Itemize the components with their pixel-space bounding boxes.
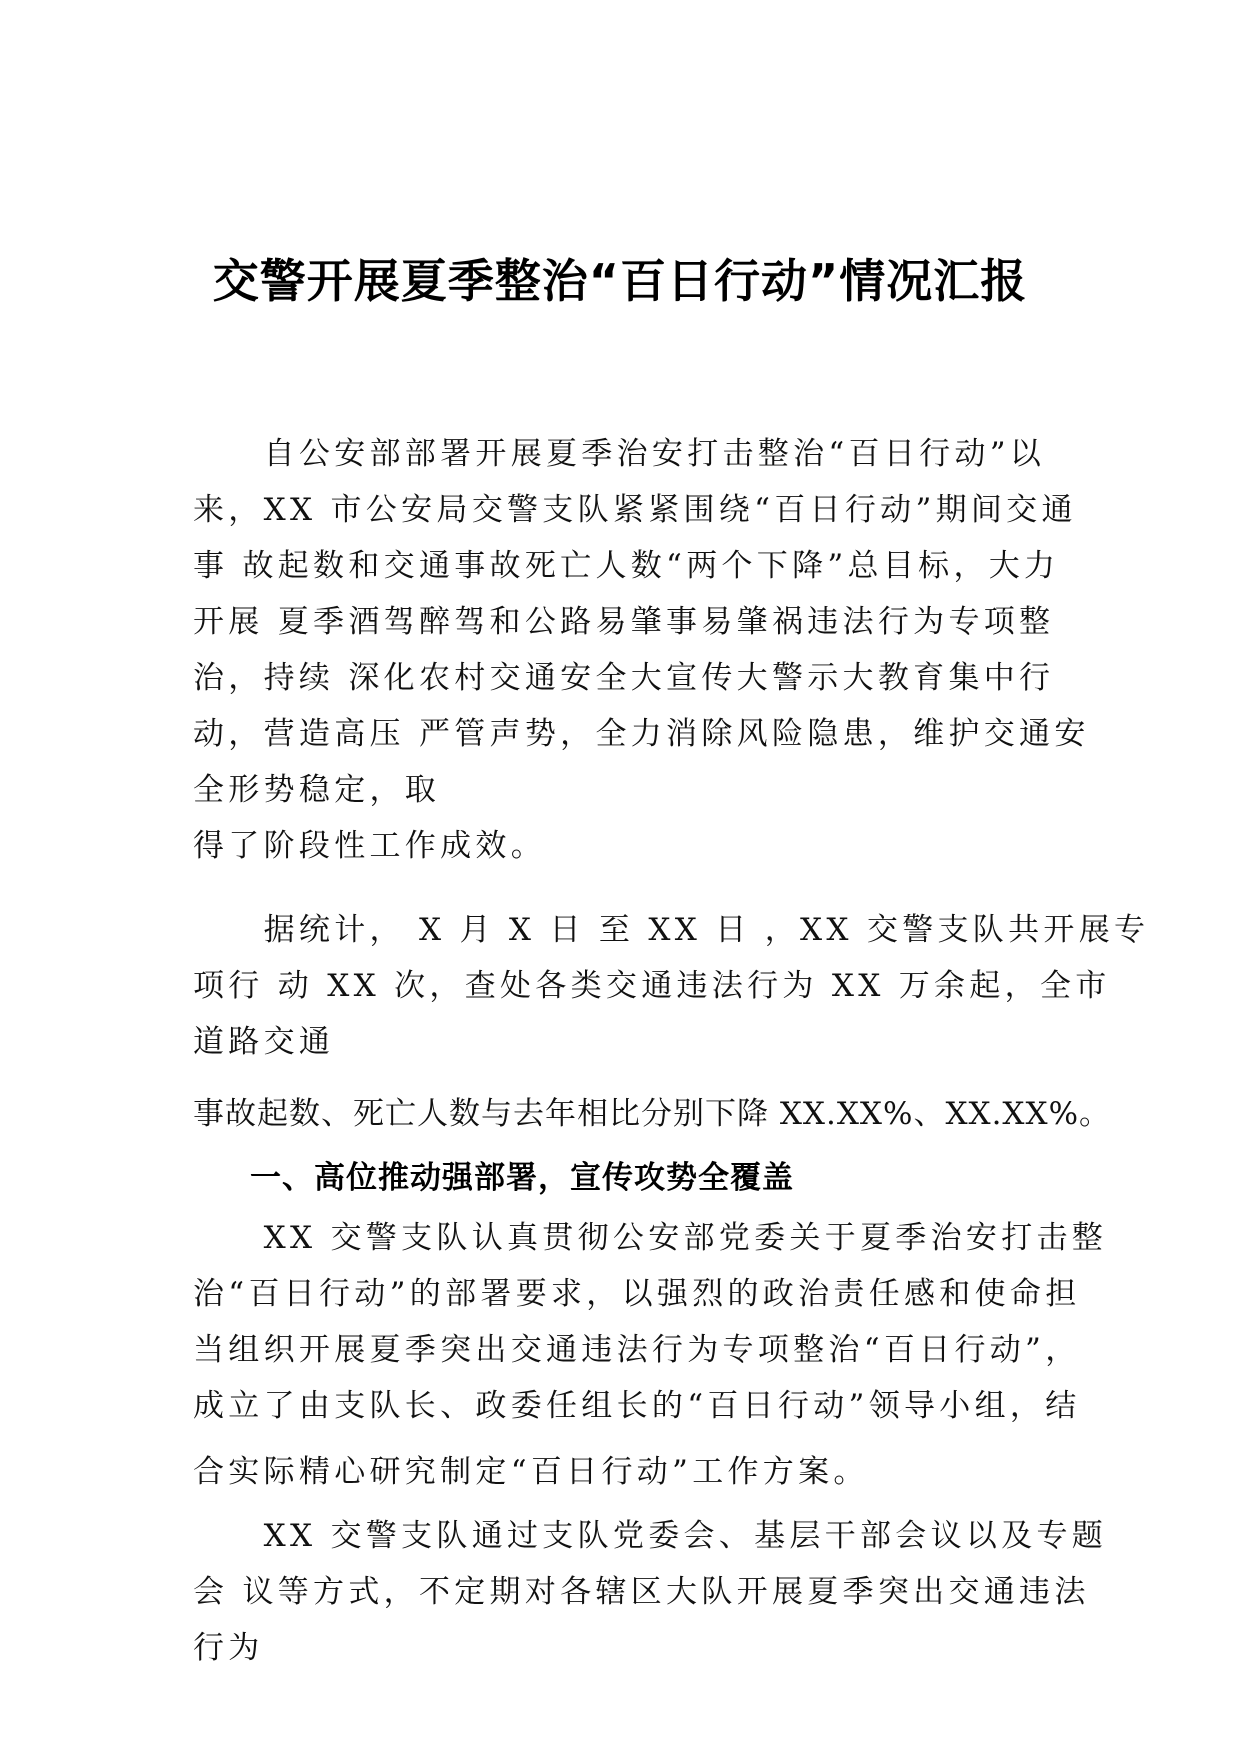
paragraph-line: 事 故起数和交通事故死亡人数“两个下降”总目标，大力 — [193, 548, 1060, 584]
paragraph-line: 会 议等方式，不定期对各辖区大队开展夏季突出交通违法 — [193, 1574, 1090, 1610]
document-title: 交警开展夏季整治“百日行动”情况汇报 — [212, 254, 1028, 308]
paragraph-line: 全形势稳定，取 — [193, 772, 441, 808]
paragraph-line: 成立了由支队长、政委任组长的“百日行动”领导小组，结 — [193, 1388, 1081, 1424]
paragraph-line: 来，XX 市公安局交警支队紧紧围绕“百日行动”期间交通 — [193, 492, 1077, 528]
paragraph-line: 合实际精心研究制定“百日行动”工作方案。 — [193, 1454, 869, 1490]
section-heading: 一、高位推动强部署，宣传攻势全覆盖 — [250, 1160, 794, 1196]
paragraph-line: 自公安部部署开展夏季治安打击整治“百日行动”以 — [193, 436, 1046, 472]
paragraph-line: 道路交通 — [193, 1024, 335, 1060]
paragraph-line: 得了阶段性工作成效。 — [193, 828, 546, 864]
paragraph-line: 开展 夏季酒驾醉驾和公路易肇事易肇祸违法行为专项整 — [193, 604, 1055, 640]
paragraph-line: 动，营造高压 严管声势，全力消除风险隐患，维护交通安 — [193, 716, 1090, 752]
paragraph-line: 据统计， X 月 X 日 至 XX 日 ，XX 交警支队共开展专 — [193, 912, 1150, 948]
paragraph-line: 治“百日行动”的部署要求，以强烈的政治责任感和使命担 — [193, 1276, 1081, 1312]
paragraph-line: 项行 动 XX 次，查处各类交通违法行为 XX 万余起，全市 — [193, 968, 1111, 1004]
paragraph-line: 当组织开展夏季突出交通违法行为专项整治“百日行动”， — [193, 1332, 1081, 1368]
paragraph-line: XX 交警支队认真贯彻公安部党委关于夏季治安打击整 — [193, 1220, 1108, 1256]
paragraph-line: 治，持续 深化农村交通安全大宣传大警示大教育集中行 — [193, 660, 1055, 696]
paragraph-line: XX 交警支队通过支队党委会、基层干部会议以及专题 — [193, 1518, 1108, 1554]
paragraph-line: 事故起数、死亡人数与去年相比分别下降 XX.XX%、XX.XX%。 — [193, 1096, 1112, 1132]
paragraph-line: 行为 — [193, 1630, 264, 1666]
